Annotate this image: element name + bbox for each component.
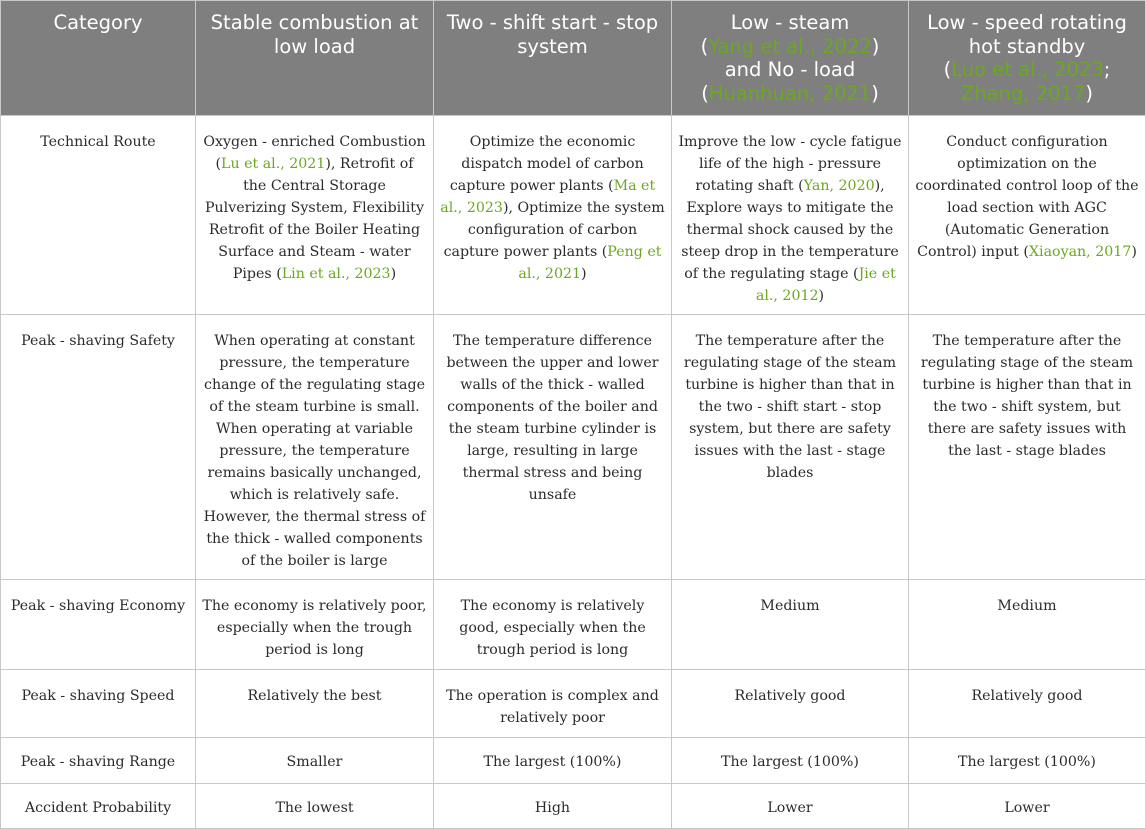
table-cell: When operating at constant pressure, the temperature change of the regulating stage of the steam turbine is small. When operating at variable pressure, the temperature remains basically unchanged, which is relatively safe. However, the thermal stress of the thick - walled components of the boiler is large [196, 315, 434, 580]
table-row-accident [1, 784, 1145, 829]
header-stable-combustion: Stable combustion at low load [196, 1, 434, 116]
table-cell: High [434, 784, 672, 829]
citation-link[interactable]: Ma et al., 2023 [440, 178, 655, 216]
header-two-shift: Two - shift start - stop system [434, 1, 672, 116]
header-low-steam-text-2: and No - load [725, 58, 856, 81]
header-row [1, 1, 1145, 116]
table-cell: The economy is relatively good, especially when the trough period is long [434, 580, 672, 670]
table-cell: Lower [909, 784, 1145, 829]
row-label: Technical Route [1, 116, 196, 315]
citation-link[interactable]: Xiaoyan, 2017 [1029, 244, 1131, 260]
citation-link[interactable]: Zhang, 2017 [961, 82, 1085, 105]
citation-link[interactable]: Jie et al., 2012 [756, 266, 896, 304]
citation-link[interactable]: Luo et al., 2023 [951, 58, 1103, 81]
table-cell: Relatively good [909, 670, 1145, 738]
table-cell: Medium [672, 580, 909, 670]
table-cell: The largest (100%) [672, 738, 909, 784]
table-cell: The economy is relatively poor, especially when the trough period is long [196, 580, 434, 670]
citation-link[interactable]: Lin et al., 2023 [282, 266, 391, 282]
table-cell: The temperature difference between the upper and lower walls of the thick - walled components of the boiler and the steam turbine cylinder is large, resulting in large thermal stress and being unsafe [434, 315, 672, 580]
header-low-steam-text: Low - steam [731, 11, 850, 34]
citation-link[interactable]: Huanhuan, 2021 [709, 82, 871, 105]
header-low-steam: Low - steam (Yang et al., 2022) and No - load (Huanhuan, 2021) [672, 1, 909, 116]
row-label: Accident Probability [1, 784, 196, 829]
table-cell: Improve the low - cycle fatigue life of the high - pressure rotating shaft (Yan, 2020), Explore ways to mitigate the thermal shock caused by the steep drop in the temperature of the regulating stage (Jie et al., 2012) [672, 116, 909, 315]
citation-link[interactable]: Lu et al., 2021 [221, 156, 325, 172]
table-cell: Medium [909, 580, 1145, 670]
citation-link[interactable]: Yang et al., 2022 [708, 35, 872, 58]
table-cell: Relatively good [672, 670, 909, 738]
header-category: Category [1, 1, 196, 116]
table-cell: The temperature after the regulating stage of the steam turbine is higher than that in the two - shift system, but there are safety issues with the last - stage blades [909, 315, 1145, 580]
table-row-economy [1, 580, 1145, 670]
table-cell: Relatively the best [196, 670, 434, 738]
table-cell: The temperature after the regulating stage of the steam turbine is higher than that in the two - shift start - stop system, but there are safety issues with the last - stage blades [672, 315, 909, 580]
row-label: Peak - shaving Speed [1, 670, 196, 738]
table-cell: Conduct configuration optimization on the coordinated control loop of the load section with AGC (Automatic Generation Control) input (Xiaoyan, 2017) [909, 116, 1145, 315]
table-cell: The largest (100%) [434, 738, 672, 784]
table-cell: Lower [672, 784, 909, 829]
row-label: Peak - shaving Safety [1, 315, 196, 580]
table-cell: Optimize the economic dispatch model of carbon capture power plants (Ma et al., 2023), Optimize the system configuration of carbon capture power plants (Peng et al., 2021) [434, 116, 672, 315]
table-row-safety [1, 315, 1145, 580]
table-row-speed [1, 670, 1145, 738]
table-row-range [1, 738, 1145, 784]
header-low-speed-text: Low - speed rotating hot standby [927, 11, 1127, 58]
table-row-technical-route [1, 116, 1145, 315]
table-cell: The lowest [196, 784, 434, 829]
citation-link[interactable]: Yan, 2020 [804, 178, 875, 194]
header-low-speed: Low - speed rotating hot standby (Luo et al., 2023; Zhang, 2017) [909, 1, 1145, 116]
row-label: Peak - shaving Economy [1, 580, 196, 670]
table-cell: Smaller [196, 738, 434, 784]
table-cell: The largest (100%) [909, 738, 1145, 784]
citation-link[interactable]: Peng et al., 2021 [518, 244, 661, 282]
table-cell: Oxygen - enriched Combustion (Lu et al., 2021), Retrofit of the Central Storage Pulverizing System, Flexibility Retrofit of the Boiler Heating Surface and Steam - water Pipes (Lin et al., 2023) [196, 116, 434, 315]
table-cell: The operation is complex and relatively poor [434, 670, 672, 738]
row-label: Peak - shaving Range [1, 738, 196, 784]
